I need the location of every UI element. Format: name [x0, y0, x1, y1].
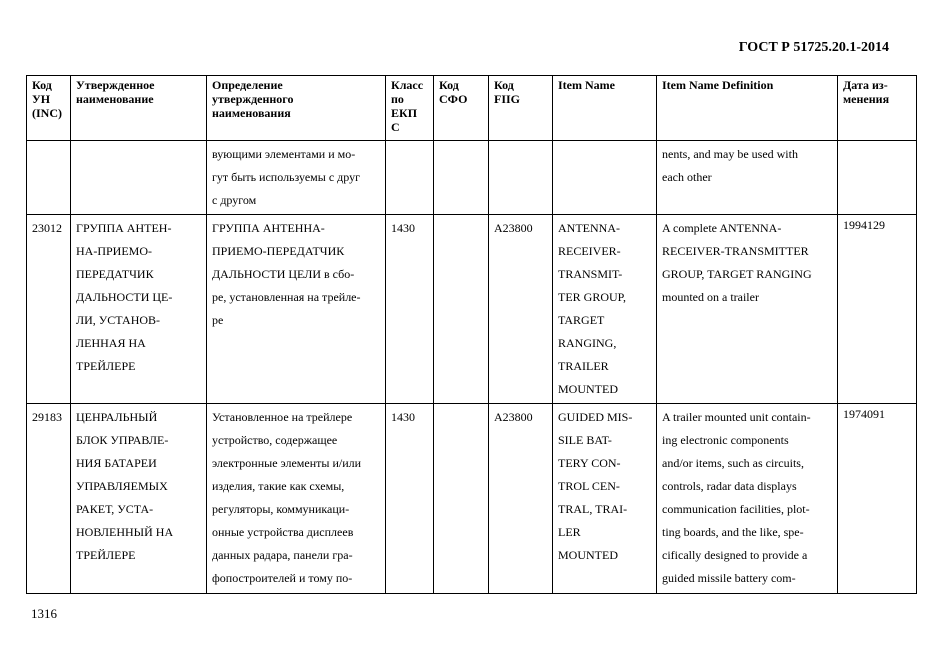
cell-class: 1430: [386, 215, 434, 404]
header-fiig: Код FIIG: [489, 76, 553, 141]
cell-class: [386, 141, 434, 215]
cell-fiig: A23800: [489, 404, 553, 594]
page-number: 1316: [31, 606, 57, 621]
cell-inc: 23012: [27, 215, 71, 404]
cell-approved-name: ЦЕНРАЛЬНЫЙ БЛОК УПРАВЛЕ- НИЯ БАТАРЕИ УПРАВЛЯЕМЫХ РАКЕТ, УСТА- НОВЛЕННЫЙ НА ТРЕЙЛЕРЕ: [71, 404, 207, 594]
header-date: Дата из- менения: [838, 76, 917, 141]
cell-item-name-definition: A trailer mounted unit contain- ing electronic components and/or items, such as circuits, controls, radar data displays communication facilities, plot- ting boards, and the like, spe- cifically designed to provide a guided missile battery com-: [657, 404, 838, 594]
header-class: Класс по ЕКП С: [386, 76, 434, 141]
cell-inc: 29183: [27, 404, 71, 594]
header-definition: Определение утвержденного наименования: [207, 76, 386, 141]
cell-inc: [27, 141, 71, 215]
table-row: [27, 215, 917, 404]
cell-sfo: [434, 215, 489, 404]
header-item-name: Item Name: [553, 76, 657, 141]
cell-item-name-definition: nents, and may be used with each other: [657, 141, 838, 215]
cell-definition: ГРУППА АНТЕННА- ПРИЕМО-ПЕРЕДАТЧИК ДАЛЬНОСТИ ЦЕЛИ в сбо- ре, установленная на трейле- ре: [207, 215, 386, 404]
cell-fiig: [489, 141, 553, 215]
table-header-row: [27, 76, 917, 141]
cell-sfo: [434, 404, 489, 594]
cell-item-name: ANTENNA- RECEIVER- TRANSMIT- TER GROUP, TARGET RANGING, TRAILER MOUNTED: [553, 215, 657, 404]
cell-sfo: [434, 141, 489, 215]
cell-fiig: A23800: [489, 215, 553, 404]
cell-item-name-definition: A complete ANTENNA- RECEIVER-TRANSMITTER GROUP, TARGET RANGING mounted on a trailer: [657, 215, 838, 404]
cell-item-name: [553, 141, 657, 215]
cell-date: 1994129: [838, 215, 917, 404]
cell-approved-name: ГРУППА АНТЕН- НА-ПРИЕМО- ПЕРЕДАТЧИК ДАЛЬНОСТИ ЦЕ- ЛИ, УСТАНОВ- ЛЕННАЯ НА ТРЕЙЛЕРЕ: [71, 215, 207, 404]
header-inc: Код УН (INC): [27, 76, 71, 141]
catalog-table: [26, 75, 917, 594]
cell-date: 1974091: [838, 404, 917, 594]
header-item-name-definition: Item Name Definition: [657, 76, 838, 141]
table-row: [27, 404, 917, 594]
cell-date: [838, 141, 917, 215]
header-approved-name: Утвержденное наименование: [71, 76, 207, 141]
cell-definition: вующими элементами и мо- гут быть используемы с друг с другом: [207, 141, 386, 215]
cell-class: 1430: [386, 404, 434, 594]
cell-definition: Установленное на трейлере устройство, содержащее электронные элементы и/или изделия, такие как схемы, регуляторы, коммуникаци- онные устройства дисплеев данных радара, панели гра- фопостроителей и тому по-: [207, 404, 386, 594]
cell-approved-name: [71, 141, 207, 215]
header-sfo: Код СФО: [434, 76, 489, 141]
standard-code: ГОСТ Р 51725.20.1-2014: [738, 40, 889, 55]
table-row: [27, 141, 917, 215]
cell-item-name: GUIDED MIS- SILE BAT- TERY CON- TROL CEN- TRAL, TRAI- LER MOUNTED: [553, 404, 657, 594]
